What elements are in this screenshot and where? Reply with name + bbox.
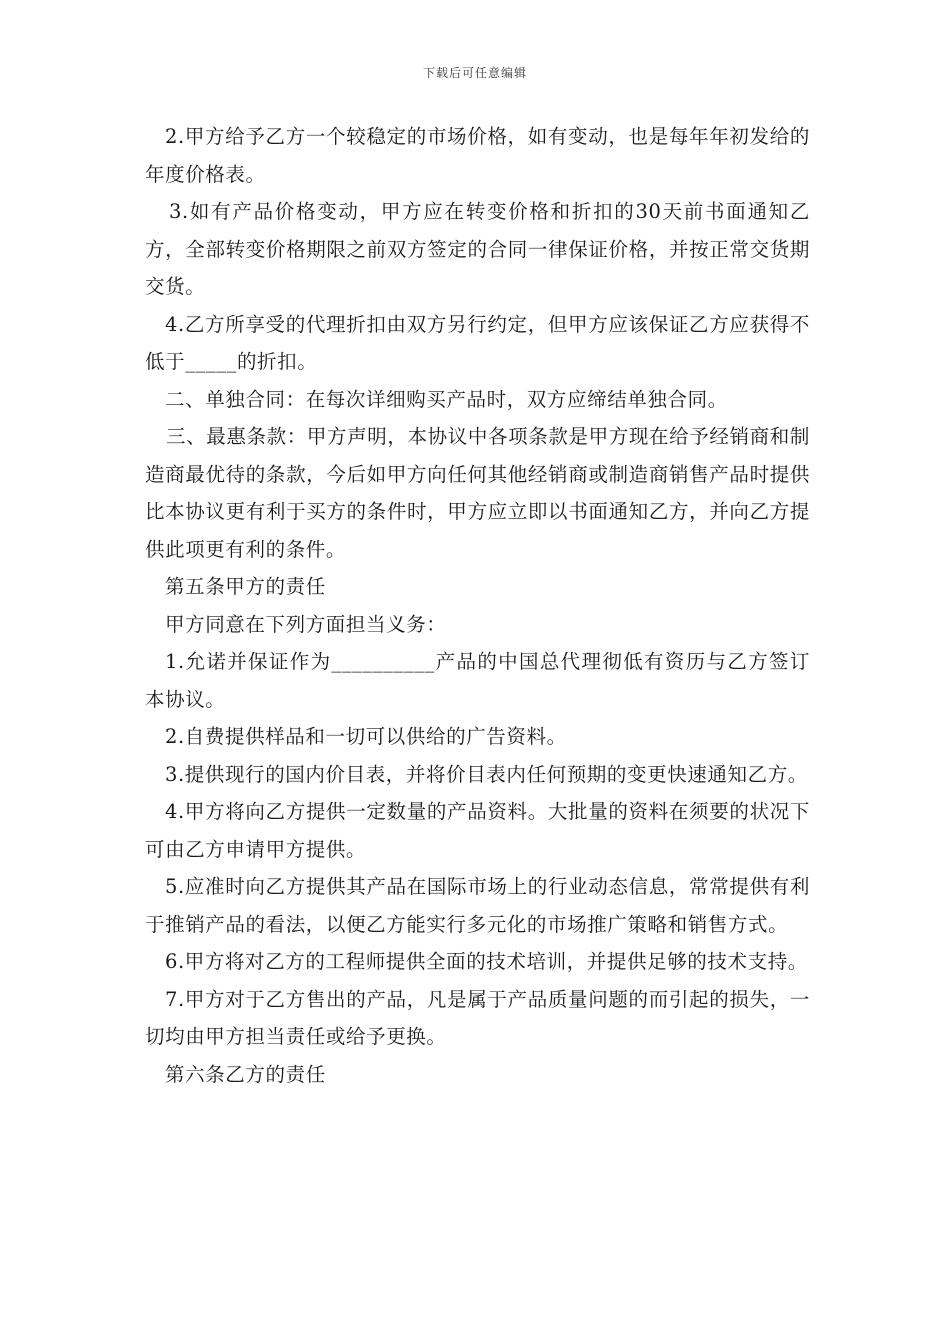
party-a-item-6: 6.甲方将对乙方的工程师提供全面的技术培训，并提供足够的技术支持。: [165, 950, 808, 973]
document-body: [145, 118, 810, 1093]
clause-separate-contract: 二、单独合同：在每次详细购买产品时，双方应缔结单独合同。: [165, 387, 728, 411]
clause-agent-discount: 4.乙方所享受的代理折扣由双方另行约定，但甲方应该保证乙方应获得不低于_____的折扣。: [145, 312, 810, 373]
page-header: 下载后可任意编辑: [422, 66, 527, 80]
party-a-obligations-intro: 甲方同意在下列方面担当义务：: [165, 612, 447, 636]
party-a-item-2: 2.自费提供样品和一切可以供给的广告资料。: [165, 725, 567, 748]
party-a-item-4: 4.甲方将向乙方提供一定数量的产品资料。大批量的资料在须要的状况下可由乙方申请甲方提供。: [145, 800, 810, 861]
clause-most-favored: 三、最惠条款：甲方声明，本协议中各项条款是甲方现在给予经销商和制造商最优待的条款，今后如甲方向任何其他经销商或制造商销售产品时提供比本协议更有利于买方的条件时，甲方应立即以书面通知乙方，并向乙方提供此项更有利的条件。: [145, 425, 810, 561]
section-heading-party-b: 第六条乙方的责任: [165, 1062, 326, 1086]
clause-price-stability: 2.甲方给予乙方一个较稳定的市场价格，如有变动，也是每年年初发给的年度价格表。: [145, 125, 810, 186]
clause-price-change-notice: 3.如有产品价格变动，甲方应在转变价格和折扣的30天前书面通知乙方，全部转变价格期限之前双方签定的合同一律保证价格，并按正常交货期交货。: [145, 200, 810, 298]
party-a-item-1: 1.允诺并保证作为__________产品的中国总代理彻低有资历与乙方签订本协议。: [145, 650, 810, 711]
section-heading-party-a: 第五条甲方的责任: [165, 575, 326, 598]
party-a-item-7: 7.甲方对于乙方售出的产品，凡是属于产品质量问题的而引起的损失，一切均由甲方担当责任或给予更换。: [145, 987, 810, 1048]
party-a-item-5: 5.应准时向乙方提供其产品在国际市场上的行业动态信息，常常提供有利于推销产品的看法，以便乙方能实行多元化的市场推广策略和销售方式。: [145, 875, 810, 936]
party-a-item-3: 3.提供现行的国内价目表，并将价目表内任何预期的变更快速通知乙方。: [165, 762, 808, 786]
